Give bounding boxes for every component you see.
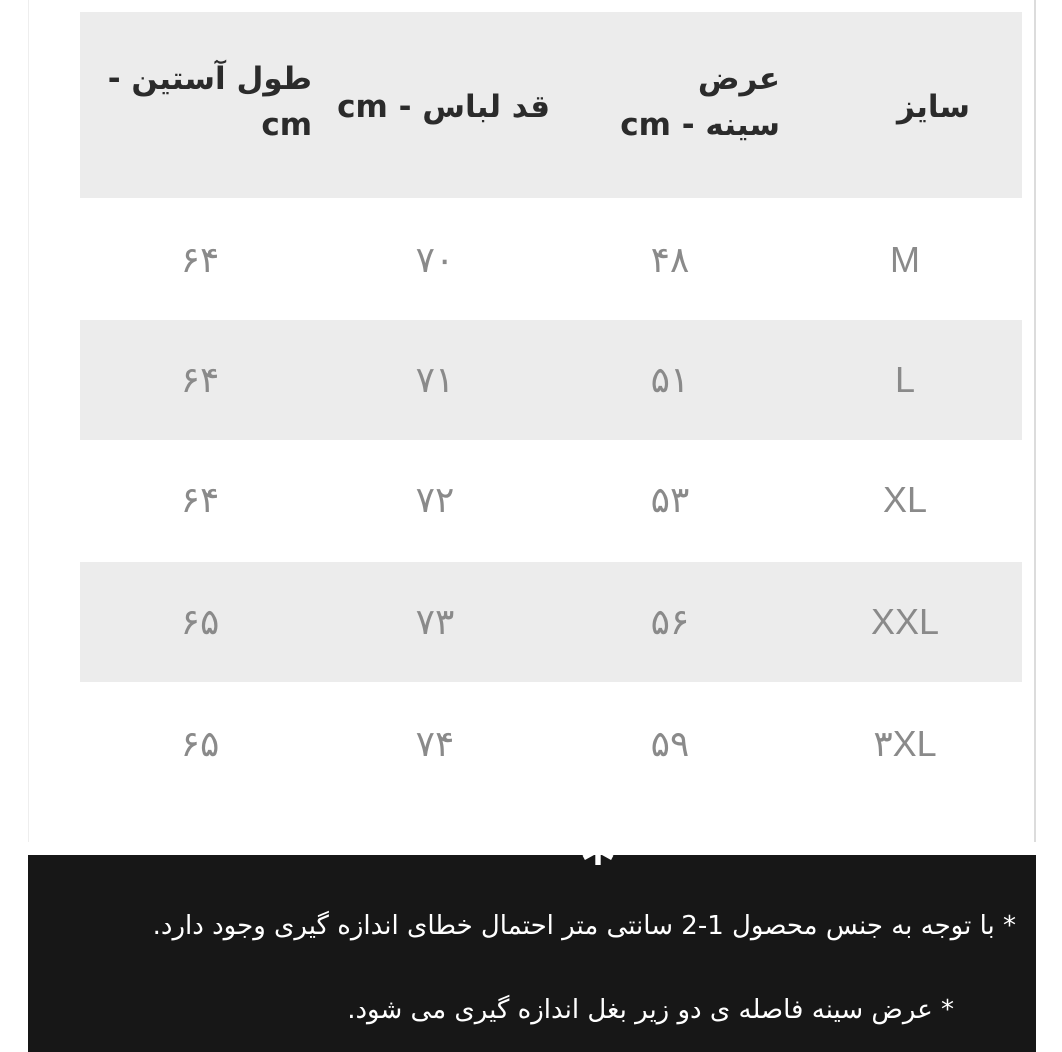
cell-length: ۷۲ bbox=[415, 479, 455, 520]
header-sleeve: طول آستین - cm bbox=[107, 61, 312, 143]
cell-sleeve: ۶۵ bbox=[180, 601, 220, 642]
cell-size: XXL bbox=[870, 601, 940, 642]
header-size: سایز bbox=[896, 89, 970, 125]
note-chest-width: * عرض سینه فاصله ی دو زیر بغل اندازه گیری می شود. bbox=[347, 995, 954, 1025]
cell-length: ۷۱ bbox=[415, 359, 455, 400]
note-measurement-error: * با توجه به جنس محصول 1-2 سانتی متر احتمال خطای اندازه گیری وجود دارد. bbox=[152, 911, 1016, 941]
table-header-row bbox=[80, 12, 1022, 198]
cell-chest: ۵۱ bbox=[650, 359, 690, 400]
cell-chest: ۴۸ bbox=[650, 239, 690, 280]
cell-chest: ۵۶ bbox=[650, 601, 690, 642]
cell-size: ۳XL bbox=[873, 723, 937, 764]
cell-size: XL bbox=[882, 479, 928, 520]
table-row bbox=[80, 200, 1022, 320]
cell-sleeve: ۶۵ bbox=[180, 723, 220, 764]
cell-sleeve: ۶۴ bbox=[180, 239, 220, 280]
cell-size: L bbox=[894, 359, 916, 400]
cell-chest: ۵۹ bbox=[650, 723, 690, 764]
asterisk-icon: * bbox=[581, 825, 615, 899]
table-row bbox=[80, 320, 1022, 440]
cell-length: ۷۰ bbox=[415, 239, 455, 280]
table-row bbox=[80, 562, 1022, 682]
table-row bbox=[80, 440, 1022, 560]
cell-length: ۷۴ bbox=[415, 723, 455, 764]
cell-size: M bbox=[890, 239, 920, 280]
cell-chest: ۵۳ bbox=[650, 479, 690, 520]
header-chest: عرض سینه - cm bbox=[620, 61, 780, 143]
cell-length: ۷۳ bbox=[415, 601, 455, 642]
header-length: قد لباس - cm bbox=[337, 89, 550, 125]
table-row bbox=[80, 684, 1022, 804]
cell-sleeve: ۶۴ bbox=[180, 359, 220, 400]
cell-sleeve: ۶۴ bbox=[180, 479, 220, 520]
